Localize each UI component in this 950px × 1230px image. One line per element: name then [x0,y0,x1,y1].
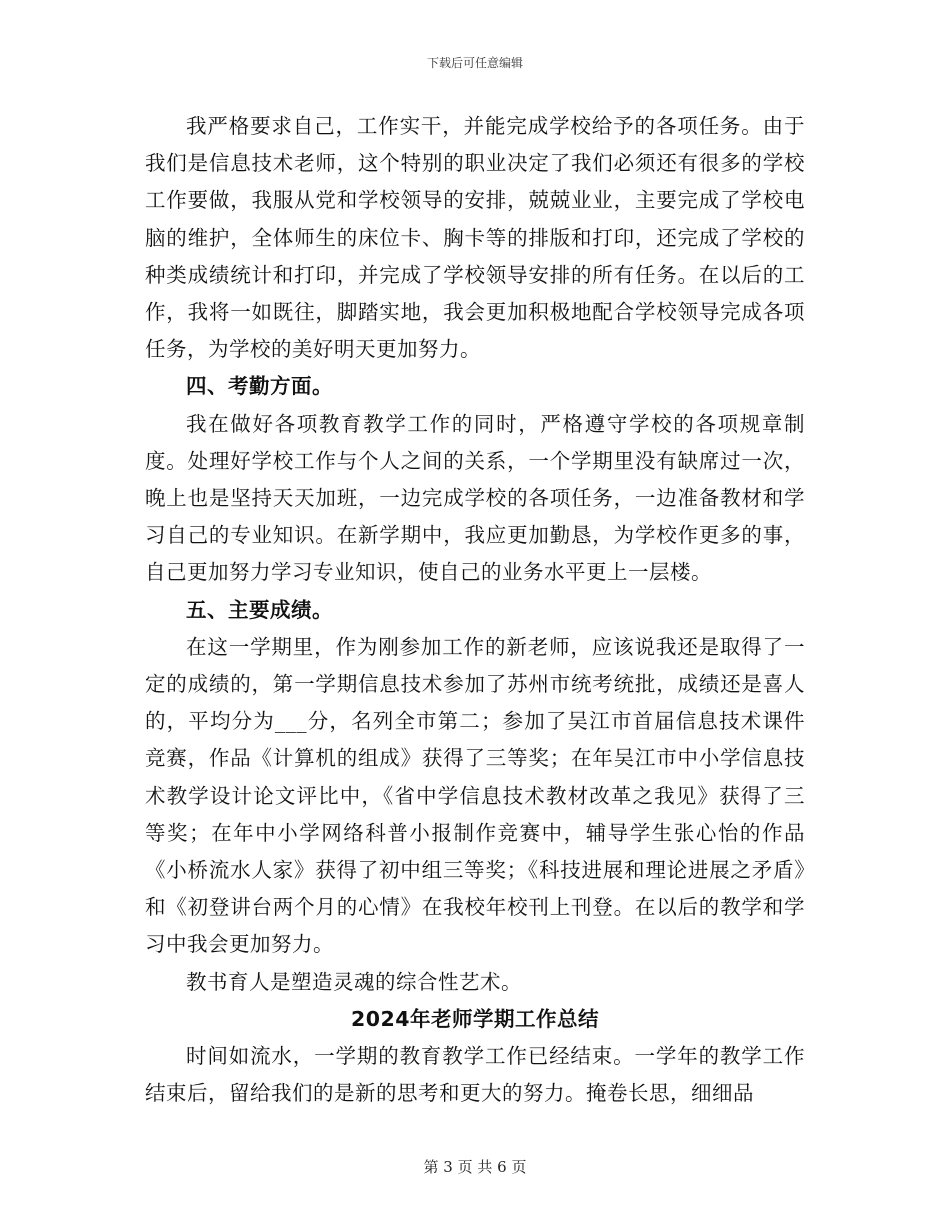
document-title: 2024年老师学期工作总结 [350,1006,600,1031]
paragraph-achievements: 在这一学期里，作为刚参加工作的新老师，应该说我还是取得了一定的成绩的，第一学期信息技术参加了苏州市统考统批，成绩还是喜人的，平均分为___分，名列全市第二；参加了吴江市首届信息技术课件竞赛，作品《计算机的组成》获得了三等奖；在年吴江市中小学信息技术教学设计论文评比中，《省中学信息技术教材改革之我见》获得了三等奖；在年中小学网络科普小报制作竞赛中，辅导学生张心怡的作品《小桥流水人家》获得了初中组三等奖；《科技进展和理论进展之矛盾》和《初登讲台两个月的心情》在我校年校刊上刊登。在以后的教学和学习中我会更加努力。 [145,634,805,957]
document-body [145,108,805,1112]
page-header: 下载后可任意编辑 [426,56,523,70]
paragraph-intro: 时间如流水，一学期的教育教学工作已经结束。一学年的教学工作结束后，留给我们的是新的思考和更大的努力。掩卷长思，细细品 [145,1044,805,1106]
paragraph-work-tasks: 我严格要求自己，工作实干，并能完成学校给予的各项任务。由于我们是信息技术老师，这个特别的职业决定了我们必须还有很多的学校工作要做，我服从党和学校领导的安排，兢兢业业，主要完成了学校电脑的维护，全体师生的床位卡、胸卡等的排版和打印，还完成了学校的种类成绩统计和打印，并完成了学校领导安排的所有任务。在以后的工作，我将一如既往，脚踏实地，我会更加积极地配合学校领导完成各项任务，为学校的美好明天更加努力。 [145,114,805,362]
paragraph-attendance: 我在做好各项教育教学工作的同时，严格遵守学校的各项规章制度。处理好学校工作与个人之间的关系，一个学期里没有缺席过一次，晚上也是坚持天天加班，一边完成学校的各项任务，一边准备教材和学习自己的专业知识。在新学期中，我应更加勤恳，为学校作更多的事，自己更加努力学习专业知识，使自己的业务水平更上一层楼。 [145,411,805,585]
section-heading-achievements: 五、主要成绩。 [186,597,333,622]
section-heading-attendance: 四、考勤方面。 [186,374,333,399]
page-footer: 第 3 页 共 6 页 [423,1158,527,1176]
paragraph-closing: 教书育人是塑造灵魂的综合性艺术。 [186,969,522,994]
